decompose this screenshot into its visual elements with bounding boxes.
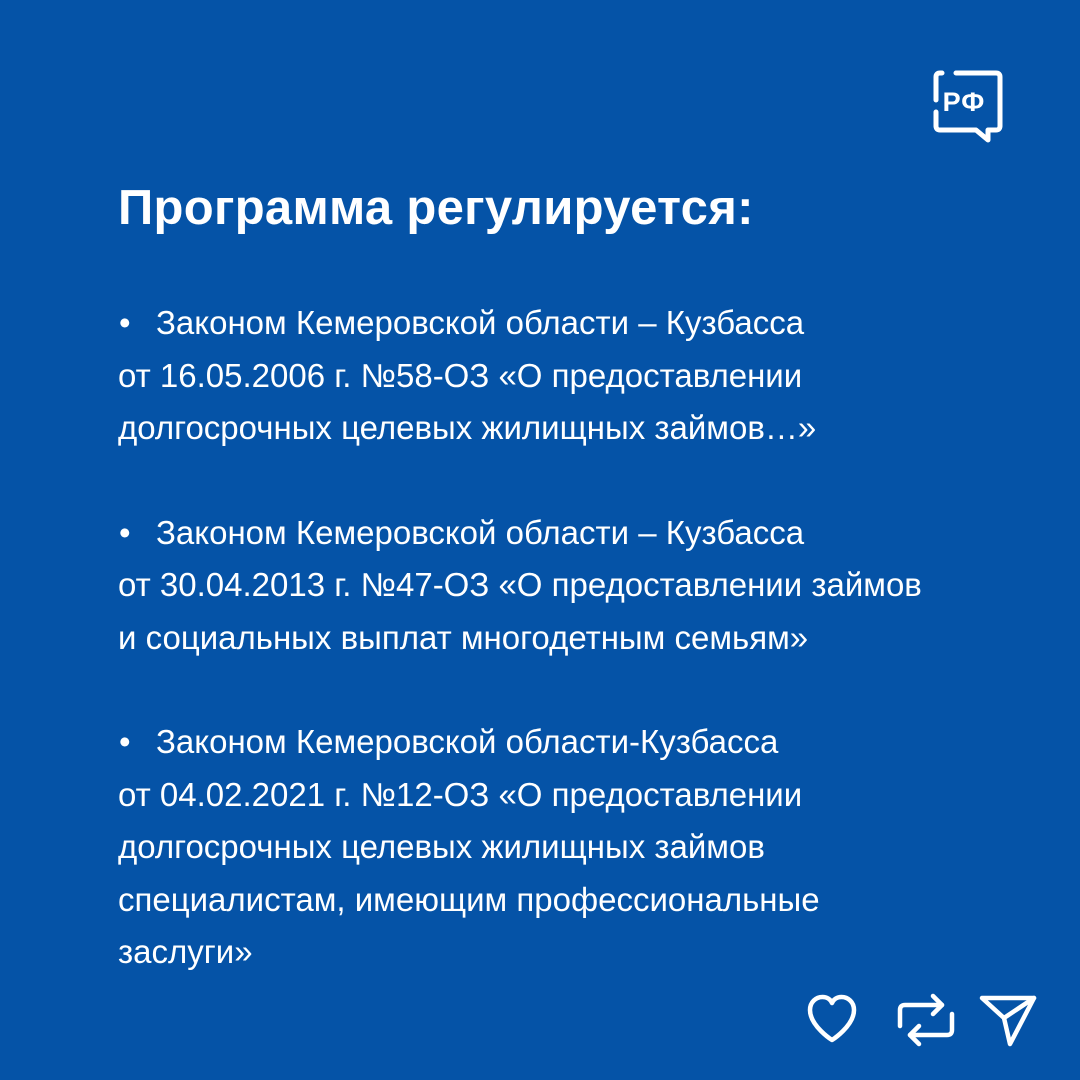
list-item-text: Законом Кемеровской области – Кузбасса	[156, 304, 805, 341]
repost-icon	[892, 990, 962, 1050]
list-item-line: специалистам, имеющим профессиональные	[118, 880, 820, 918]
list-item-line: долгосрочных целевых жилищных займов…»	[118, 409, 817, 446]
list-item-line	[118, 716, 1028, 769]
law-list	[118, 297, 1028, 979]
list-item	[118, 297, 1028, 455]
repost-button[interactable]	[892, 990, 952, 1050]
list-item-line	[118, 297, 1028, 350]
list-item-text: Законом Кемеровской области-Кузбасса	[156, 723, 779, 760]
page-title: Программа регулируется:	[118, 181, 754, 235]
send-icon	[978, 990, 1040, 1050]
list-item-line: от 30.04.2013 г. №47-ОЗ «О предоставлении займов	[118, 566, 922, 603]
list-item-line: и социальных выплат многодетным семьям»	[118, 618, 809, 656]
send-button[interactable]	[978, 990, 1038, 1050]
post-actions	[800, 990, 1045, 1050]
list-item-text: Законом Кемеровской области – Кузбасса	[156, 513, 805, 551]
heart-icon	[802, 990, 862, 1050]
list-item-line: от 04.02.2021 г. №12-ОЗ «О предоставлении	[118, 775, 803, 813]
list-item-line: заслуги»	[118, 933, 253, 970]
bullet: •	[119, 513, 131, 551]
list-item	[118, 507, 1028, 665]
logo-text: РФ	[942, 87, 986, 117]
list-item-line	[118, 507, 1028, 560]
bullet: •	[119, 723, 131, 760]
list-item-line: от 16.05.2006 г. №58-ОЗ «О предоставлении	[118, 356, 803, 394]
rf-logo	[932, 70, 1004, 146]
bullet: •	[119, 304, 131, 341]
list-item	[118, 716, 1028, 979]
like-button[interactable]	[802, 990, 862, 1050]
list-item-line: долгосрочных целевых жилищных займов	[118, 828, 765, 865]
